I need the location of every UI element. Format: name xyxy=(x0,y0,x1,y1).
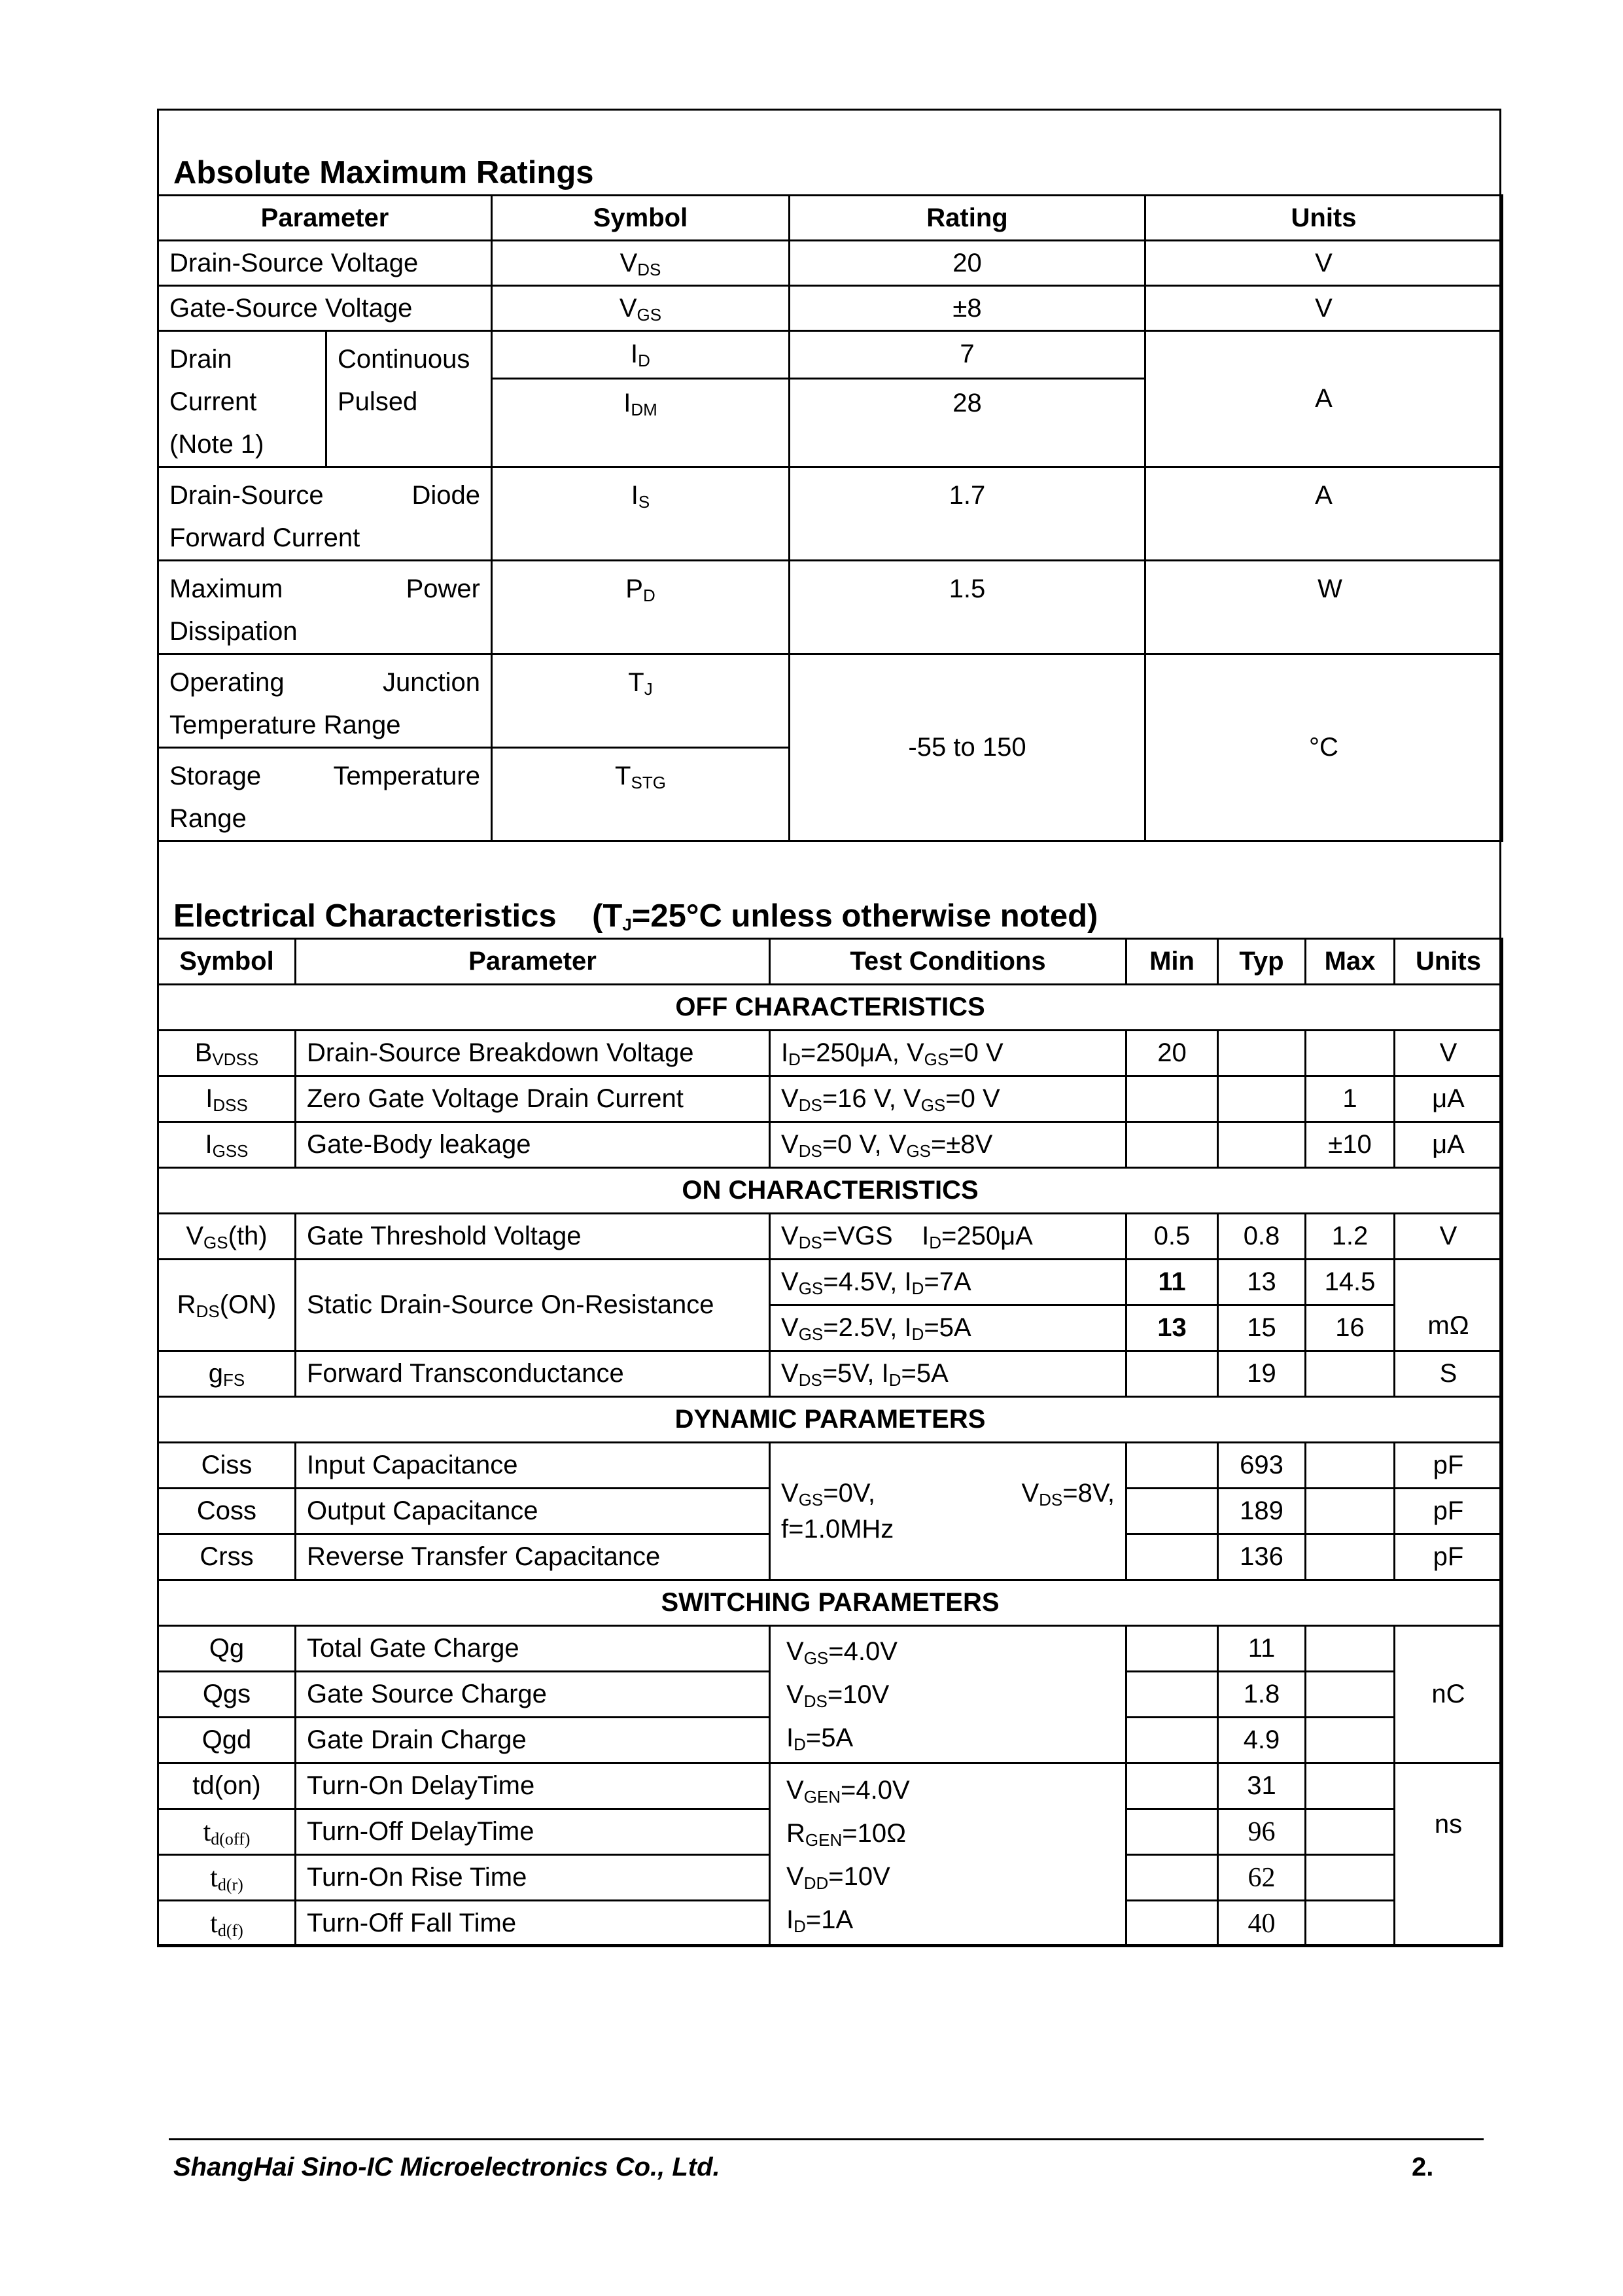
amr-row-tj xyxy=(158,654,1503,748)
amr-subparam: Continuous Pulsed xyxy=(326,331,492,467)
ec-row-qg xyxy=(158,1626,1503,1672)
ec-param: Zero Gate Voltage Drain Current xyxy=(296,1076,770,1122)
ec-row-rds-1 xyxy=(158,1260,1503,1305)
ec-cond: $V_{GS}=0V$, $V_{DS}=8V$, f=1.0MHz xyxy=(770,1443,1126,1580)
ec-typ: 1.8 xyxy=(1218,1672,1306,1718)
ec-row-bvdss xyxy=(158,1031,1503,1076)
ec-unit: pF xyxy=(1395,1489,1503,1534)
amr-symbol: $T_{STG}$ xyxy=(492,748,790,841)
ec-cond: $I_D=250\mu A$, $V_{GS}=0$ V xyxy=(770,1031,1126,1076)
amr-param-drain-current: Drain Current (Note 1) xyxy=(158,331,326,467)
ec-typ: 96 xyxy=(1218,1809,1306,1855)
ec-symbol: $B_{VDSS}$ xyxy=(158,1031,296,1076)
amr-header-rating: Rating xyxy=(790,196,1145,241)
amr-symbol: $T_J$ xyxy=(492,654,790,748)
ec-max xyxy=(1306,1855,1395,1901)
amr-rating: 7 xyxy=(790,331,1145,379)
amr-symbol: $V_{GS}$ xyxy=(492,286,790,331)
ec-row-ciss xyxy=(158,1443,1503,1489)
ec-header-conditions: Test Conditions xyxy=(770,939,1126,985)
ec-param: Forward Transconductance xyxy=(296,1351,770,1397)
amr-rating: -55 to 150 xyxy=(790,654,1145,841)
amr-row-vgs xyxy=(158,286,1503,331)
ec-typ xyxy=(1218,1031,1306,1076)
ec-cond: $V_{DS}=16$ V, $V_{GS}=0$ V xyxy=(770,1076,1126,1122)
ec-header-max: Max xyxy=(1306,939,1395,985)
ec-row-igss xyxy=(158,1122,1503,1168)
amr-rating: 20 xyxy=(790,241,1145,286)
ec-symbol: Qg xyxy=(158,1626,296,1672)
ec-param: Turn-Off Fall Time xyxy=(296,1901,770,1947)
ec-cond: $V_{GS}=4.0V$ $V_{DS}=10V$ $I_D=5A$ xyxy=(770,1626,1126,1763)
amr-row-pd xyxy=(158,561,1503,654)
ec-cond: $V_{DS}=VGS$ $I_D=250\mu A$ xyxy=(770,1214,1126,1260)
ec-param: Turn-Off DelayTime xyxy=(296,1809,770,1855)
amr-unit: V xyxy=(1145,286,1503,331)
ec-typ: 19 xyxy=(1218,1351,1306,1397)
ec-unit: S xyxy=(1395,1351,1503,1397)
ec-param: Reverse Transfer Capacitance xyxy=(296,1534,770,1580)
ec-header-row xyxy=(158,939,1503,985)
amr-title: Absolute Maximum Ratings xyxy=(173,155,594,190)
amr-param: Maximum Power Dissipation xyxy=(158,561,492,654)
ec-unit: pF xyxy=(1395,1534,1503,1580)
ec-min xyxy=(1126,1489,1218,1534)
amr-unit: A xyxy=(1145,467,1503,561)
ec-param: Drain-Source Breakdown Voltage xyxy=(296,1031,770,1076)
amr-param: Operating Junction Temperature Range xyxy=(158,654,492,748)
ec-header-min: Min xyxy=(1126,939,1218,985)
ec-min: 0.5 xyxy=(1126,1214,1218,1260)
section-title: OFF CHARACTERISTICS xyxy=(158,985,1503,1031)
ec-min xyxy=(1126,1718,1218,1763)
ec-param: Turn-On DelayTime xyxy=(296,1763,770,1809)
ec-symbol: $R_{DS}(ON)$ xyxy=(158,1260,296,1351)
amr-header-row xyxy=(158,196,1503,241)
ec-cond: $V_{GS}=4.5V$, $I_D=7A$ xyxy=(770,1260,1126,1305)
ec-max xyxy=(1306,1443,1395,1489)
ec-title: Electrical Characteristics ($T_J=25^\circ C$ unless otherwise noted) xyxy=(173,898,1098,934)
ec-typ: 13 xyxy=(1218,1260,1306,1305)
ec-max xyxy=(1306,1718,1395,1763)
ec-unit: nC xyxy=(1395,1626,1503,1763)
amr-symbol: $P_D$ xyxy=(492,561,790,654)
amr-symbol: $I_{DM}$ xyxy=(492,378,790,467)
amr-row-id xyxy=(158,331,1503,379)
ec-cond: $V_{GS}=2.5V$, $I_D=5A$ xyxy=(770,1305,1126,1351)
amr-param: Drain-Source Diode Forward Current xyxy=(158,467,492,561)
amr-rating: 28 xyxy=(790,378,1145,467)
amr-rating: 1.5 xyxy=(790,561,1145,654)
ec-section-dyn xyxy=(158,1397,1503,1443)
ec-symbol: $t_{d(off)}$ xyxy=(158,1809,296,1855)
amr-header-units: Units xyxy=(1145,196,1503,241)
ec-section-sw xyxy=(158,1580,1503,1626)
ec-max: 1 xyxy=(1306,1076,1395,1122)
ec-typ: 62 xyxy=(1218,1855,1306,1901)
ec-section-on xyxy=(158,1168,1503,1214)
ec-unit: pF xyxy=(1395,1443,1503,1489)
ec-max xyxy=(1306,1626,1395,1672)
ec-max: 1.2 xyxy=(1306,1214,1395,1260)
ec-param: Static Drain-Source On-Resistance xyxy=(296,1260,770,1351)
amr-unit: W xyxy=(1145,561,1503,654)
ec-unit: V xyxy=(1395,1214,1503,1260)
ec-symbol: td(on) xyxy=(158,1763,296,1809)
ec-row-gfs xyxy=(158,1351,1503,1397)
ec-min xyxy=(1126,1901,1218,1947)
ec-header-typ: Typ xyxy=(1218,939,1306,985)
amr-row-vds xyxy=(158,241,1503,286)
ec-row-idss xyxy=(158,1076,1503,1122)
ec-typ: 136 xyxy=(1218,1534,1306,1580)
amr-table xyxy=(157,194,1503,842)
amr-unit: °C xyxy=(1145,654,1503,841)
ec-row-tdon xyxy=(158,1763,1503,1809)
ec-max: 16 xyxy=(1306,1305,1395,1351)
ec-header-symbol: Symbol xyxy=(158,939,296,985)
ec-param: Gate Drain Charge xyxy=(296,1718,770,1763)
ec-min xyxy=(1126,1672,1218,1718)
ec-symbol: Crss xyxy=(158,1534,296,1580)
ec-symbol: Ciss xyxy=(158,1443,296,1489)
ec-max xyxy=(1306,1534,1395,1580)
amr-header-parameter: Parameter xyxy=(158,196,492,241)
section-title: ON CHARACTERISTICS xyxy=(158,1168,1503,1214)
ec-param: Gate-Body leakage xyxy=(296,1122,770,1168)
ec-symbol: Qgd xyxy=(158,1718,296,1763)
ec-max xyxy=(1306,1351,1395,1397)
ec-max xyxy=(1306,1031,1395,1076)
ec-param: Turn-On Rise Time xyxy=(296,1855,770,1901)
ec-cond: $V_{DS}=5V$, $I_D=5A$ xyxy=(770,1351,1126,1397)
ec-header-units: Units xyxy=(1395,939,1503,985)
ec-header-parameter: Parameter xyxy=(296,939,770,985)
ec-param: Total Gate Charge xyxy=(296,1626,770,1672)
ec-symbol: $V_{GS}(th)$ xyxy=(158,1214,296,1260)
amr-rating: ±8 xyxy=(790,286,1145,331)
footer-divider xyxy=(169,2138,1484,2140)
ec-max xyxy=(1306,1489,1395,1534)
ec-unit: V xyxy=(1395,1031,1503,1076)
ec-max: 14.5 xyxy=(1306,1260,1395,1305)
amr-unit: V xyxy=(1145,241,1503,286)
ec-min xyxy=(1126,1763,1218,1809)
page-number: 2. xyxy=(1412,2153,1434,2181)
amr-param: Gate-Source Voltage xyxy=(158,286,492,331)
ec-min xyxy=(1126,1351,1218,1397)
ec-max xyxy=(1306,1672,1395,1718)
amr-param: Drain-Source Voltage xyxy=(158,241,492,286)
ec-param: Output Capacitance xyxy=(296,1489,770,1534)
amr-param: Storage Temperature Range xyxy=(158,748,492,841)
ec-typ: 40 xyxy=(1218,1901,1306,1947)
ec-max xyxy=(1306,1901,1395,1947)
ec-min xyxy=(1126,1626,1218,1672)
ec-cond: $V_{GEN}=4.0V$ $R_{GEN}=10\Omega$ $V_{DD}=10V$ $I_D=1A$ xyxy=(770,1763,1126,1947)
ec-symbol: Coss xyxy=(158,1489,296,1534)
ec-symbol: $g_{FS}$ xyxy=(158,1351,296,1397)
ec-symbol: $I_{GSS}$ xyxy=(158,1122,296,1168)
amr-symbol: $I_S$ xyxy=(492,467,790,561)
ec-unit: ns xyxy=(1395,1763,1503,1947)
ec-typ: 693 xyxy=(1218,1443,1306,1489)
ec-param: Input Capacitance xyxy=(296,1443,770,1489)
ec-symbol: $t_{d(f)}$ xyxy=(158,1901,296,1947)
ec-param: Gate Threshold Voltage xyxy=(296,1214,770,1260)
ec-min xyxy=(1126,1534,1218,1580)
ec-typ: 15 xyxy=(1218,1305,1306,1351)
ec-typ xyxy=(1218,1122,1306,1168)
ec-typ: 4.9 xyxy=(1218,1718,1306,1763)
amr-row-is xyxy=(158,467,1503,561)
ec-min xyxy=(1126,1809,1218,1855)
ec-table xyxy=(157,938,1503,1947)
section-title: SWITCHING PARAMETERS xyxy=(158,1580,1503,1626)
ec-symbol: Qgs xyxy=(158,1672,296,1718)
ec-typ: 0.8 xyxy=(1218,1214,1306,1260)
ec-min xyxy=(1126,1855,1218,1901)
section-title: DYNAMIC PARAMETERS xyxy=(158,1397,1503,1443)
ec-typ: 31 xyxy=(1218,1763,1306,1809)
ec-cond: $V_{DS}=0$ V, $V_{GS}=\pm 8V$ xyxy=(770,1122,1126,1168)
ec-typ: 11 xyxy=(1218,1626,1306,1672)
amr-symbol: $V_{DS}$ xyxy=(492,241,790,286)
amr-unit: A xyxy=(1145,331,1503,467)
ec-max xyxy=(1306,1809,1395,1855)
ec-symbol: $t_{d(r)}$ xyxy=(158,1855,296,1901)
amr-rating: 1.7 xyxy=(790,467,1145,561)
ec-max: ±10 xyxy=(1306,1122,1395,1168)
ec-min xyxy=(1126,1076,1218,1122)
footer-company: ShangHai Sino-IC Microelectronics Co., Ltd. xyxy=(173,2153,720,2181)
ec-min xyxy=(1126,1122,1218,1168)
ec-param: Gate Source Charge xyxy=(296,1672,770,1718)
ec-unit: μA xyxy=(1395,1076,1503,1122)
ec-typ: 189 xyxy=(1218,1489,1306,1534)
amr-symbol: $I_D$ xyxy=(492,331,790,379)
ec-typ xyxy=(1218,1076,1306,1122)
ec-unit: μA xyxy=(1395,1122,1503,1168)
ec-symbol: $I_{DSS}$ xyxy=(158,1076,296,1122)
ec-min: 11 xyxy=(1126,1260,1218,1305)
ec-min xyxy=(1126,1443,1218,1489)
ec-section-off xyxy=(158,985,1503,1031)
amr-header-symbol: Symbol xyxy=(492,196,790,241)
ec-min: 13 xyxy=(1126,1305,1218,1351)
ec-min: 20 xyxy=(1126,1031,1218,1076)
ec-row-vth xyxy=(158,1214,1503,1260)
ec-max xyxy=(1306,1763,1395,1809)
ec-unit: mΩ xyxy=(1395,1260,1503,1351)
